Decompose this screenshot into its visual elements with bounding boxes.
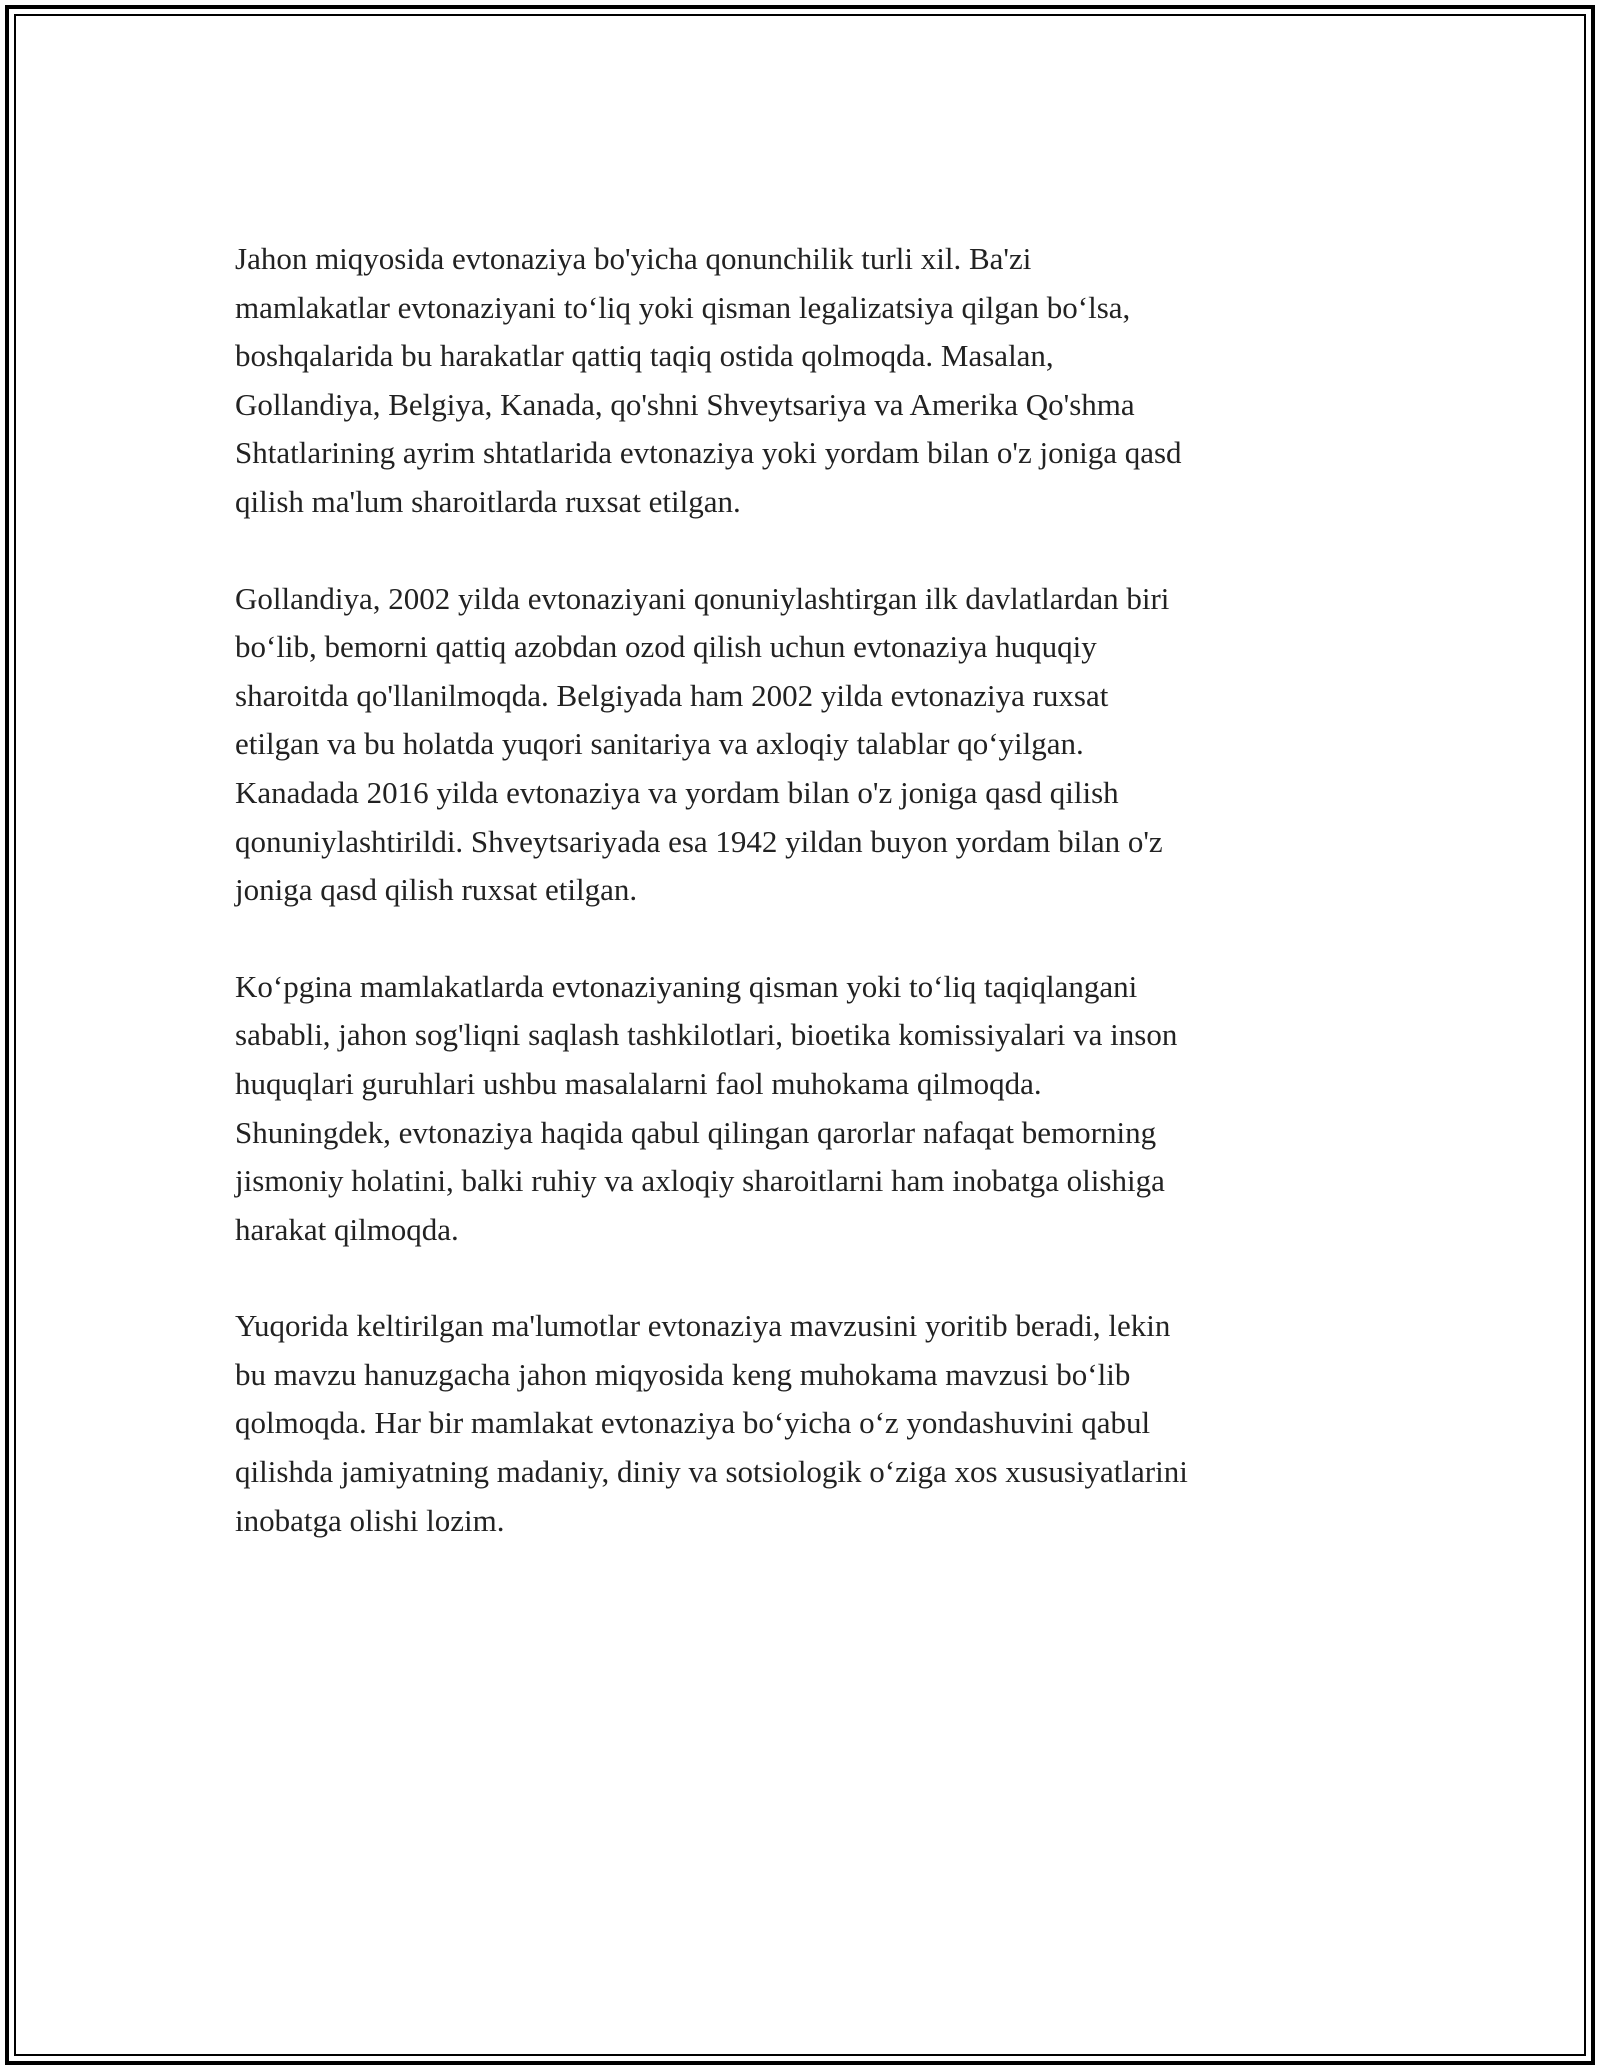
paragraph-4: Yuqorida keltirilgan ma'lumotlar evtonaziya mavzusini yoritib beradi, lekin bu mavzu hanuzgacha jahon miqyosida keng muhokama mavzusi bo‘lib qolmoqda. Har bir mamlakat evtonaziya bo‘yicha o‘z yondashuvini qabul qilishda jamiyatning madaniy, diniy va sotsiologik o‘ziga xos xususiyatlarini inobatga olishi lozim. bbox=[235, 1308, 1188, 1538]
document-body bbox=[235, 235, 1365, 1593]
paragraph-3: Ko‘pgina mamlakatlarda evtonaziyaning qisman yoki to‘liq taqiqlangani sababli, jahon sog'liqni saqlash tashkilotlari, bioetika komissiyalari va inson huquqlari guruhlari ushbu masalalarni faol muhokama qilmoqda. Shuningdek, evtonaziya haqida qabul qilingan qarorlar nafaqat bemorning jismoniy holatini, balki ruhiy va axloqiy sharoitlarni ham inobatga olishiga harakat qilmoqda. bbox=[235, 968, 1178, 1247]
paragraph-1: Jahon miqyosida evtonaziya bo'yicha qonunchilik turli xil. Ba'zi mamlakatlar evtonaziyani to‘liq yoki qisman legalizatsiya qilgan bo‘lsa, boshqalarida bu harakatlar qattiq taqiq ostida qolmoqda. Masalan, Gollandiya, Belgiya, Kanada, qo'shni Shveytsariya va Amerika Qo'shma Shtatlarining ayrim shtatlarida evtonaziya yoki yordam bilan o'z joniga qasd qilish ma'lum sharoitlarda ruxsat etilgan. bbox=[235, 241, 1182, 519]
paragraph-2: Gollandiya, 2002 yilda evtonaziyani qonuniylashtirgan ilk davlatlardan biri bo‘lib, bemorni qattiq azobdan ozod qilish uchun evtonaziya huquqiy sharoitda qo'llanilmoqda. Belgiyada ham 2002 yilda evtonaziya ruxsat etilgan va bu holatda yuqori sanitariya va axloqiy talablar qo‘yilgan. Kanadada 2016 yilda evtonaziya va yordam bilan o'z joniga qasd qilish qonuniylashtirildi. Shveytsariyada esa 1942 yildan buyon yordam bilan o'z joniga qasd qilish ruxsat etilgan. bbox=[235, 580, 1170, 908]
